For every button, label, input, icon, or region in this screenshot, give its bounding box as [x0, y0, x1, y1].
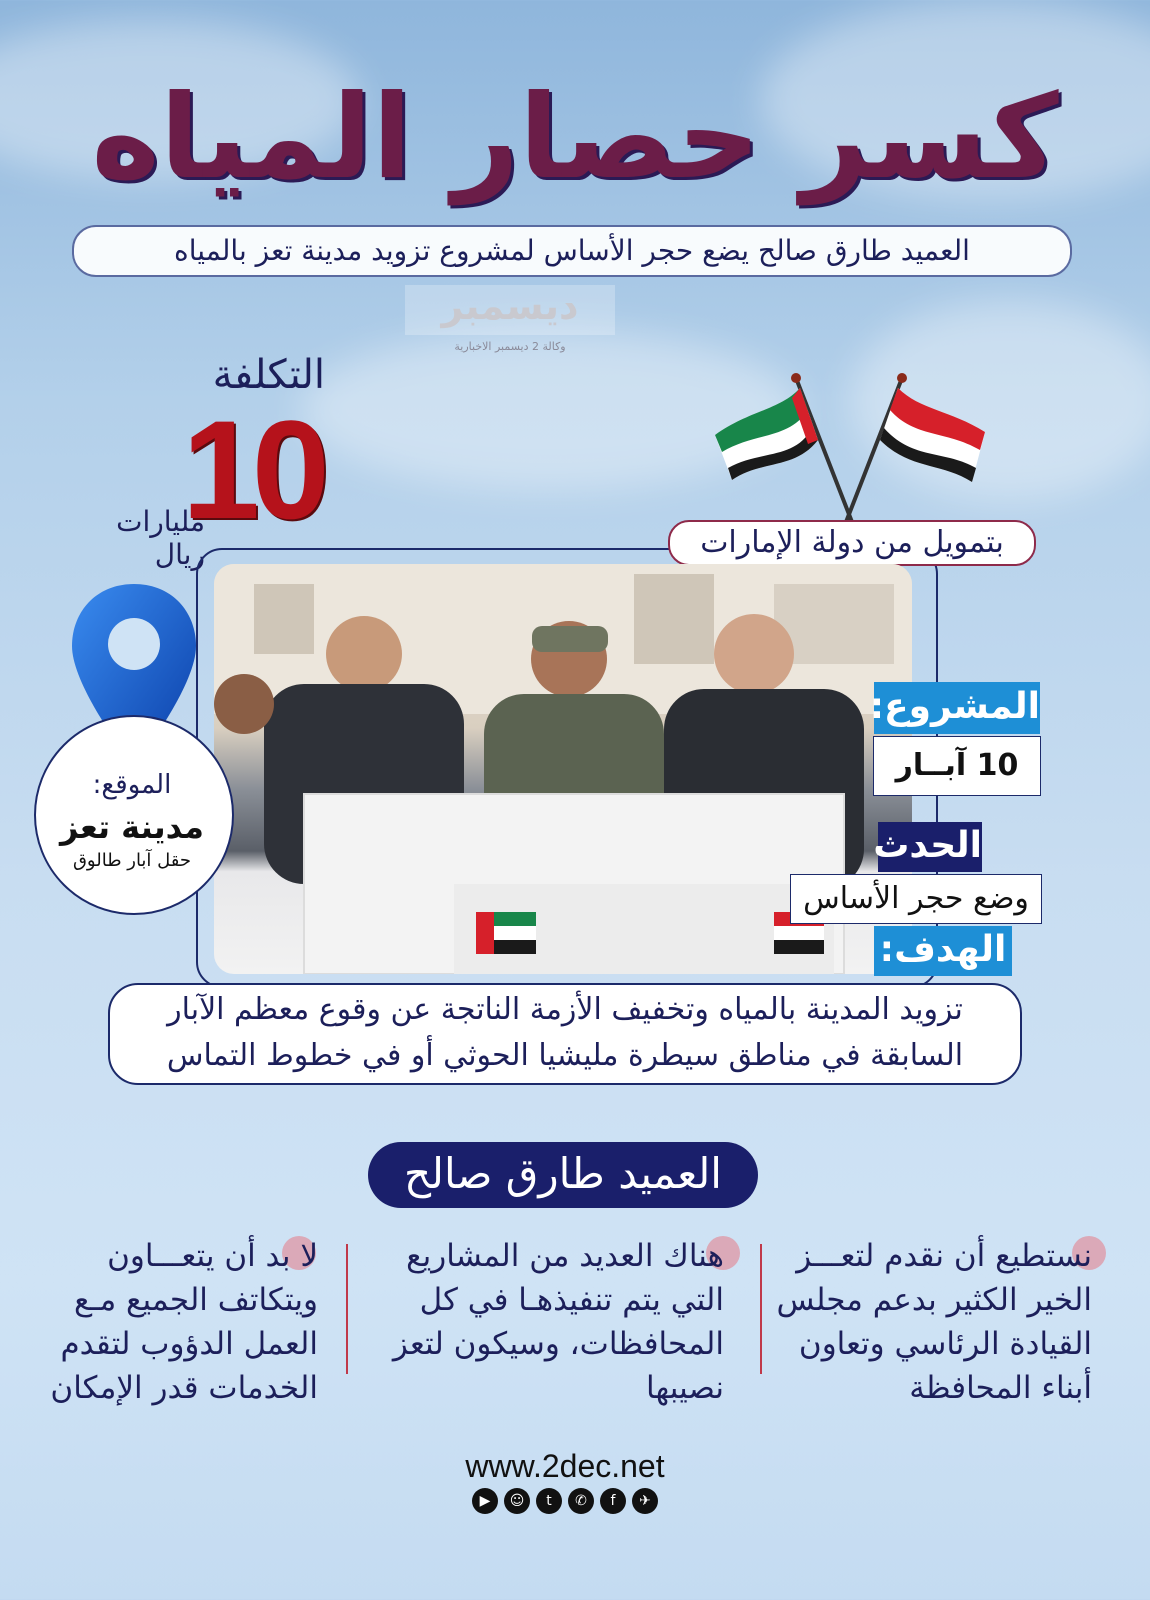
- page-title: كسر حصار المياه: [91, 70, 1059, 205]
- quote-1-line: أبناء المحافظة: [909, 1370, 1092, 1406]
- watermark-subtext: وكالة 2 ديسمبر الاخبارية: [454, 340, 566, 353]
- project-value: 10 آبــار: [873, 736, 1041, 796]
- watermark-logo: ديسمبر: [441, 284, 579, 328]
- quote-1-line: نستطيع أن نقدم لتعـــز: [796, 1238, 1092, 1274]
- snapchat-icon[interactable]: ☺: [504, 1488, 530, 1514]
- cost-unit: مليارات ريال: [116, 505, 205, 571]
- cost-label: التكلفة: [212, 352, 325, 398]
- location-label: الموقع:: [92, 770, 172, 800]
- quote-1: [770, 1234, 1092, 1410]
- event-value: وضع حجر الأساس: [790, 874, 1042, 924]
- quote-1-line: الخير الكثير بدعم مجلس: [776, 1282, 1092, 1318]
- subtitle-banner: العميد طارق صالح يضع حجر الأساس لمشروع تزويد مدينة تعز بالمياه: [72, 225, 1072, 277]
- speaker-name: العميد طارق صالح: [368, 1142, 758, 1208]
- cost-value: 10: [182, 391, 322, 548]
- telegram-icon[interactable]: ✈: [632, 1488, 658, 1514]
- goal-label: الهدف:: [874, 926, 1012, 976]
- goal-line-1: تزويد المدينة بالمياه وتخفيف الأزمة الناتجة عن وقوع معظم الآبار: [167, 992, 963, 1027]
- quote-2-line: التي يتم تنفيذهـا في كل: [419, 1282, 724, 1318]
- quote-2-line: المحافظات، وسيكون لتعز: [392, 1326, 724, 1362]
- quote-1-line: القيادة الرئاسي وتعاون: [798, 1326, 1092, 1362]
- quote-3: [30, 1234, 318, 1410]
- facebook-icon[interactable]: f: [600, 1488, 626, 1514]
- goal-text: [108, 983, 1022, 1085]
- website-url[interactable]: www.2dec.net: [465, 1448, 665, 1484]
- quote-3-line: لا بد أن يتعـــاون: [107, 1238, 318, 1274]
- goal-line-2: السابقة في مناطق سيطرة مليشيا الحوثي أو في خطوط التماس: [166, 1038, 964, 1073]
- youtube-icon[interactable]: ▶: [472, 1488, 498, 1514]
- funding-banner: بتمويل من دولة الإمارات: [668, 520, 1036, 566]
- quote-2: [362, 1234, 724, 1410]
- quote-2-line: هناك العديد من المشاريع: [406, 1238, 724, 1274]
- event-label: الحدث: [878, 822, 982, 872]
- crossed-flags-icon: [700, 370, 1000, 530]
- quote-divider: [760, 1244, 762, 1374]
- whatsapp-icon[interactable]: ✆: [568, 1488, 594, 1514]
- quote-3-line: العمل الدؤوب لتقدم: [60, 1326, 318, 1362]
- project-label: المشروع:: [874, 682, 1040, 734]
- quote-2-line: نصيبها: [646, 1370, 724, 1406]
- twitter-icon[interactable]: t: [536, 1488, 562, 1514]
- location-field: حقل آبار طالوق: [72, 850, 192, 871]
- quote-divider: [346, 1244, 348, 1374]
- quote-3-line: الخدمات قدر الإمكان: [50, 1370, 318, 1406]
- location-city: مدينة تعز: [60, 808, 204, 846]
- quote-3-line: ويتكاتف الجميع مـع: [74, 1282, 318, 1318]
